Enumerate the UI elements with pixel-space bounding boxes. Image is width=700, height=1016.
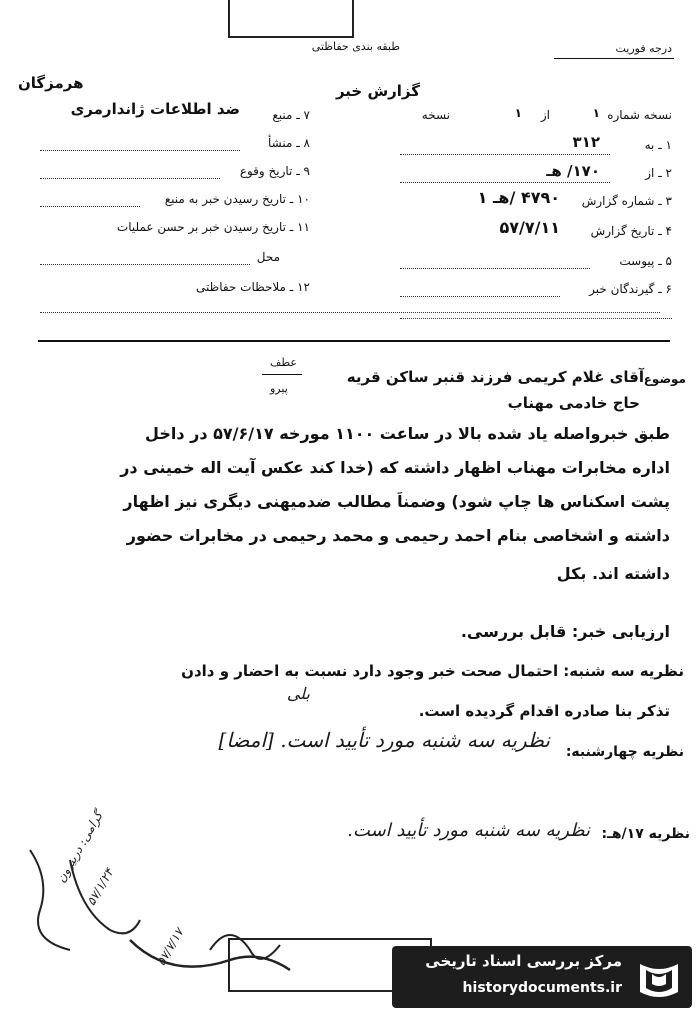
field-11-dots	[40, 264, 250, 265]
field-3-value: ۴۷۹۰ /هـ ۱	[477, 188, 560, 207]
field-4-value: ۵۷/۷/۱۱	[499, 218, 560, 237]
field-4-label: ۴ ـ تاریخ گزارش	[590, 224, 672, 238]
report-title: گزارش خبر	[335, 82, 420, 100]
field-7-label: ۷ ـ منبع	[272, 108, 310, 122]
subject-atf-line	[262, 374, 302, 375]
top-stamp-box	[228, 0, 354, 38]
field-12-label: ۱۲ ـ ملاحظات حفاظتی	[196, 280, 310, 294]
field-12-dots	[40, 312, 660, 313]
field-5-label: ۵ ـ پیوست	[619, 254, 672, 268]
region-label: هرمزگان	[18, 74, 84, 92]
field-1-dots	[400, 154, 610, 155]
opinion-wednesday-handwriting: نظریه سه شنبه مورد تأیید است. [امضا]	[218, 728, 550, 752]
field-3-label: ۳ ـ شماره گزارش	[581, 194, 672, 208]
margin-note-3: ۵۷/۷/۱۷	[154, 926, 187, 968]
field-10-label: ۱۰ ـ تاریخ رسیدن خبر به منبع	[164, 192, 310, 206]
copy-number-value: ۱	[592, 106, 600, 120]
opinion-tuesday-cont: تذکر بنا صادره اقدام گردیده است.	[418, 702, 670, 720]
evaluation-text: ارزیابی خبر: قابل بررسی.	[460, 622, 670, 641]
field-2-label: ۲ ـ از	[645, 166, 672, 180]
field-2-dots	[400, 182, 610, 183]
body-line-3: پشت اسکناس ها چاپ شود) وضمناً مطالب ضدمیهنی دیگری نیز اظهار	[123, 492, 670, 511]
opinion-17h-label: نظریه ۱۷/هـ:	[601, 826, 690, 842]
field-1-value: ۳۱۲	[572, 133, 600, 151]
body-line-5: داشته اند. بکل	[556, 564, 670, 583]
field-6-label: ۶ ـ گیرندگان خبر	[589, 282, 672, 296]
copy-number-label: نسخه شماره	[607, 108, 672, 122]
subject-atf: عطف	[270, 356, 297, 369]
archive-logo-icon	[634, 952, 684, 1002]
body-line-1: طبق خبرواصله یاد شده بالا در ساعت ۱۱۰۰ مورخه ۵۷/۶/۱۷ در داخل	[145, 424, 670, 443]
subject-line-2: حاج خادمی مهناب	[507, 394, 640, 412]
field-8-dots	[40, 150, 240, 151]
copy-total-value: ۱	[514, 106, 522, 120]
field-11-label: ۱۱ ـ تاریخ رسیدن خبر بر حسن عملیات	[116, 220, 310, 234]
opinion-tuesday-handnote: بلی	[286, 684, 310, 703]
field-6-dots	[400, 296, 560, 297]
field-1-label: ۱ ـ به	[644, 138, 672, 152]
field-9-dots	[40, 178, 220, 179]
classification-label: طبقه بندی حفاظتی	[311, 40, 400, 53]
opinion-17h-handwriting: نظریه سه شنبه مورد تأیید است.	[347, 820, 590, 841]
field-10-dots	[40, 206, 140, 207]
watermark-banner	[392, 946, 692, 1008]
copy-of-label: از	[540, 108, 550, 122]
section-divider	[38, 340, 670, 342]
field-11-place: محل	[256, 250, 280, 264]
body-line-2: اداره مخابرات مهناب اظهار داشته که (خدا کند عکس آیت اله خمینی در	[120, 458, 670, 477]
margin-note-2: ۵۷/۱/۲۴	[84, 866, 117, 908]
body-line-4: داشته و اشخاصی بنام احمد رحیمی و محمد رحیمی در مخابرات حضور	[126, 526, 670, 545]
subject-peyro: پیرو	[270, 382, 288, 395]
watermark-url: historydocuments.ir	[462, 980, 622, 996]
subject-label: موضوع	[643, 372, 686, 386]
subject-line-1: آقای غلام کریمی فرزند قنبر ساکن قریه	[346, 368, 644, 386]
field-9-label: ۹ ـ تاریخ وقوع	[239, 164, 310, 178]
priority-line	[554, 58, 674, 59]
field-2-value: ۱۷۰/ هـ	[546, 162, 600, 180]
copy-word-label: نسخه	[421, 108, 450, 122]
watermark-name: مرکز بررسی اسناد تاریخی	[425, 952, 622, 970]
field-5-dots	[400, 268, 590, 269]
field-8-label: ۸ ـ منشأ	[267, 136, 310, 150]
priority-label: درجه فوریت	[615, 42, 672, 55]
opinion-wednesday-label: نظریه چهارشنبه:	[565, 744, 684, 760]
field-7-value: ضد اطلاعات ژاندارمری	[70, 100, 240, 118]
field-6b-dots	[400, 318, 672, 319]
opinion-tuesday: نظریه سه شنبه: احتمال صحت خبر وجود دارد نسبت به احضار و دادن	[181, 662, 684, 680]
margin-note-1: گرامی: دربیرون	[53, 809, 106, 885]
